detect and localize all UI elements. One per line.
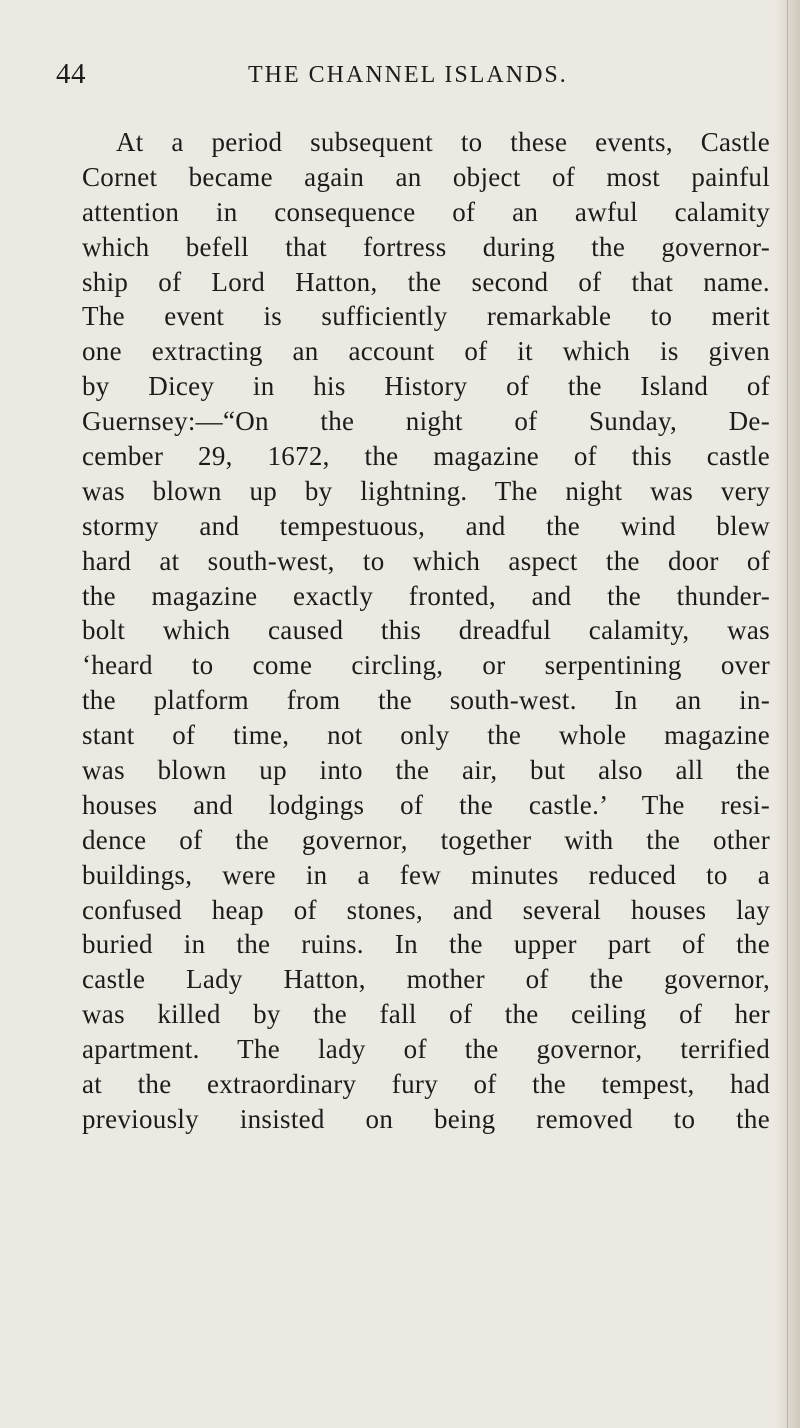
text-line: was blown up by lightning. The night was very xyxy=(82,475,770,506)
text-line: was blown up into the air, but also all the xyxy=(82,755,770,786)
text-line: at the extraordinary fury of the tempest, had xyxy=(82,1069,770,1100)
text-line: the platform from the south-west. In an in- xyxy=(82,685,770,716)
text-line: At a period subsequent to these events, Castle xyxy=(116,127,770,157)
text-line: dence of the governor, together with the other xyxy=(82,824,770,855)
text-line: cember 29, 1672, the magazine of this castle xyxy=(82,441,770,472)
text-line: hard at south-west, to which aspect the door of xyxy=(82,545,770,576)
text-line: ‘heard to come circling, or serpentining over xyxy=(82,650,770,681)
text-line: Cornet became again an object of most painful xyxy=(82,161,770,192)
text-line: The event is sufficiently remarkable to merit xyxy=(82,301,770,332)
page-header xyxy=(56,58,756,98)
running-head: THE CHANNEL ISLANDS. xyxy=(248,62,568,88)
text-line: Guernsey:—“On the night of Sunday, De- xyxy=(82,406,770,437)
text-line: was killed by the fall of the ceiling of her xyxy=(82,999,770,1030)
text-line: by Dicey in his History of the Island of xyxy=(82,371,770,402)
text-line: castle Lady Hatton, mother of the governor, xyxy=(82,964,770,995)
text-line: stormy and tempestuous, and the wind blew xyxy=(82,510,770,541)
text-line: attention in consequence of an awful calamity xyxy=(82,196,770,227)
text-line: previously insisted on being removed to the xyxy=(82,1103,770,1134)
text-line: the magazine exactly fronted, and the thunder- xyxy=(82,580,770,611)
text-line: confused heap of stones, and several houses lay xyxy=(82,894,770,925)
text-line: bolt which caused this dreadful calamity, was xyxy=(82,615,770,646)
text-line: apartment. The lady of the governor, terrified xyxy=(82,1034,770,1065)
text-line: buildings, were in a few minutes reduced to a xyxy=(82,859,770,890)
text-line: houses and lodgings of the castle.’ The resi- xyxy=(82,789,770,820)
text-line: buried in the ruins. In the upper part of the xyxy=(82,929,770,960)
page-edge-line xyxy=(787,0,788,1428)
text-line: ship of Lord Hatton, the second of that name. xyxy=(82,266,770,297)
text-line: one extracting an account of it which is given xyxy=(82,336,770,367)
text-line: stant of time, not only the whole magazine xyxy=(82,720,770,751)
body-paragraph xyxy=(82,125,770,1137)
text-line: which befell that fortress during the governor- xyxy=(82,231,770,262)
page-number: 44 xyxy=(56,58,86,90)
